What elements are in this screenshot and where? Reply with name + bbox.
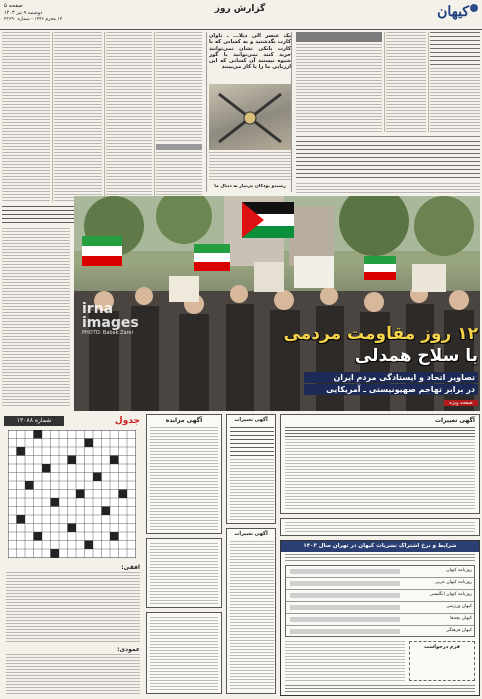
notice-title: آگهی تغییرات	[434, 417, 475, 424]
notice-title: آگهی تغییرات	[234, 531, 268, 537]
subscription-table	[285, 565, 475, 637]
notice-box-3	[146, 612, 222, 694]
date-line: دوشنبه ۹ تیر ۱۴۰۳	[4, 10, 43, 16]
main-photo	[74, 196, 480, 411]
photo-headline-line2: با سلاح همدلی	[354, 346, 478, 366]
left-column-mid	[2, 228, 70, 408]
watermark-brand: irna	[82, 301, 114, 317]
notice-box-1	[146, 414, 222, 534]
subscription-row: کیهان ورزشی	[286, 602, 474, 614]
crossword-number: شماره ۱۳۰۸۸	[4, 416, 64, 426]
iran-flag-icon	[82, 236, 122, 266]
photo-subhead-line1: تصاویر اتحاد و ایستادگی مردم ایران	[304, 372, 478, 383]
subscription-row: کیهان بچه‌ها	[286, 614, 474, 626]
palestine-flag-icon	[242, 202, 294, 238]
subscription-row: روزنامه کیهان عربی	[286, 578, 474, 590]
sub-heading	[156, 144, 202, 150]
right-lead-strip	[296, 136, 480, 192]
subscription-form-label: فرم درخواست	[424, 644, 460, 650]
notice-box-5	[226, 528, 276, 694]
photo-headline-line1: ۱۲ روز مقاومت مردمی	[283, 324, 478, 344]
crossword	[2, 414, 142, 697]
crossed-swords-icon	[209, 84, 291, 150]
notice-box-4	[226, 414, 276, 524]
lead-top-image	[209, 84, 291, 150]
lead-top-caption: رشیدو بودگان بی‌نیاز به دنبال ما	[214, 184, 286, 189]
logo	[428, 2, 478, 26]
notice-box-2	[146, 538, 222, 608]
photo-subhead-line2: در برابر تهاجم صهیونیستی ـ آمریکایی	[304, 384, 478, 395]
notice-title: آگهی تغییرات	[234, 417, 268, 423]
notice-box-6	[280, 414, 480, 514]
subscription-row: کیهان فرهنگی	[286, 626, 474, 637]
watermark-sub: images	[82, 315, 139, 331]
crossword-down-label: عمودی:	[117, 646, 140, 653]
photo-watermark	[82, 302, 172, 342]
page-label: صفحه ۵	[4, 3, 23, 9]
subscription-box	[280, 540, 480, 696]
lead-top-headline: یک عنصر آلی ذیلا... ـ تاوان کارت نگذشتید و به کسانی که با کارت بانکی نشان نمی‌توانند خرید کنند نمی‌توانید با گور شیوه نیستند آن کسانی که این ارزیابی ما را با کار می‌بینند	[209, 33, 291, 71]
crossword-across-label: افقی:	[121, 564, 140, 571]
crossword-grid[interactable]	[8, 430, 136, 558]
logo-text: کیهان	[437, 4, 469, 20]
photo-badge: صفحه ویژه	[444, 400, 478, 406]
subscription-title: شرایط و نرخ اشتراک نشریات کیهان در تهران سال ۱۴۰۳	[281, 541, 479, 552]
text-columns-top-right	[296, 32, 480, 132]
text-columns-top-left	[2, 32, 202, 202]
lead-top	[206, 32, 292, 192]
notice-title: آگهی مزایده	[165, 417, 203, 424]
watermark-credit: PHOTO: Babak Zarei	[82, 330, 134, 336]
masthead	[0, 0, 482, 30]
subscription-form	[409, 641, 475, 681]
subscription-row: روزنامه کیهان	[286, 566, 474, 578]
crossword-title: جدول	[114, 416, 140, 426]
subscription-row: روزنامه کیهان انگلیسی	[286, 590, 474, 602]
date-line-2: ۱۴ محرم ۱۴۴۶ - شماره ۲۳۶۹۰	[4, 17, 63, 22]
section-title: گزارش روز	[214, 4, 266, 14]
notice-box-7	[280, 518, 480, 536]
logo-seal-icon	[470, 4, 478, 12]
